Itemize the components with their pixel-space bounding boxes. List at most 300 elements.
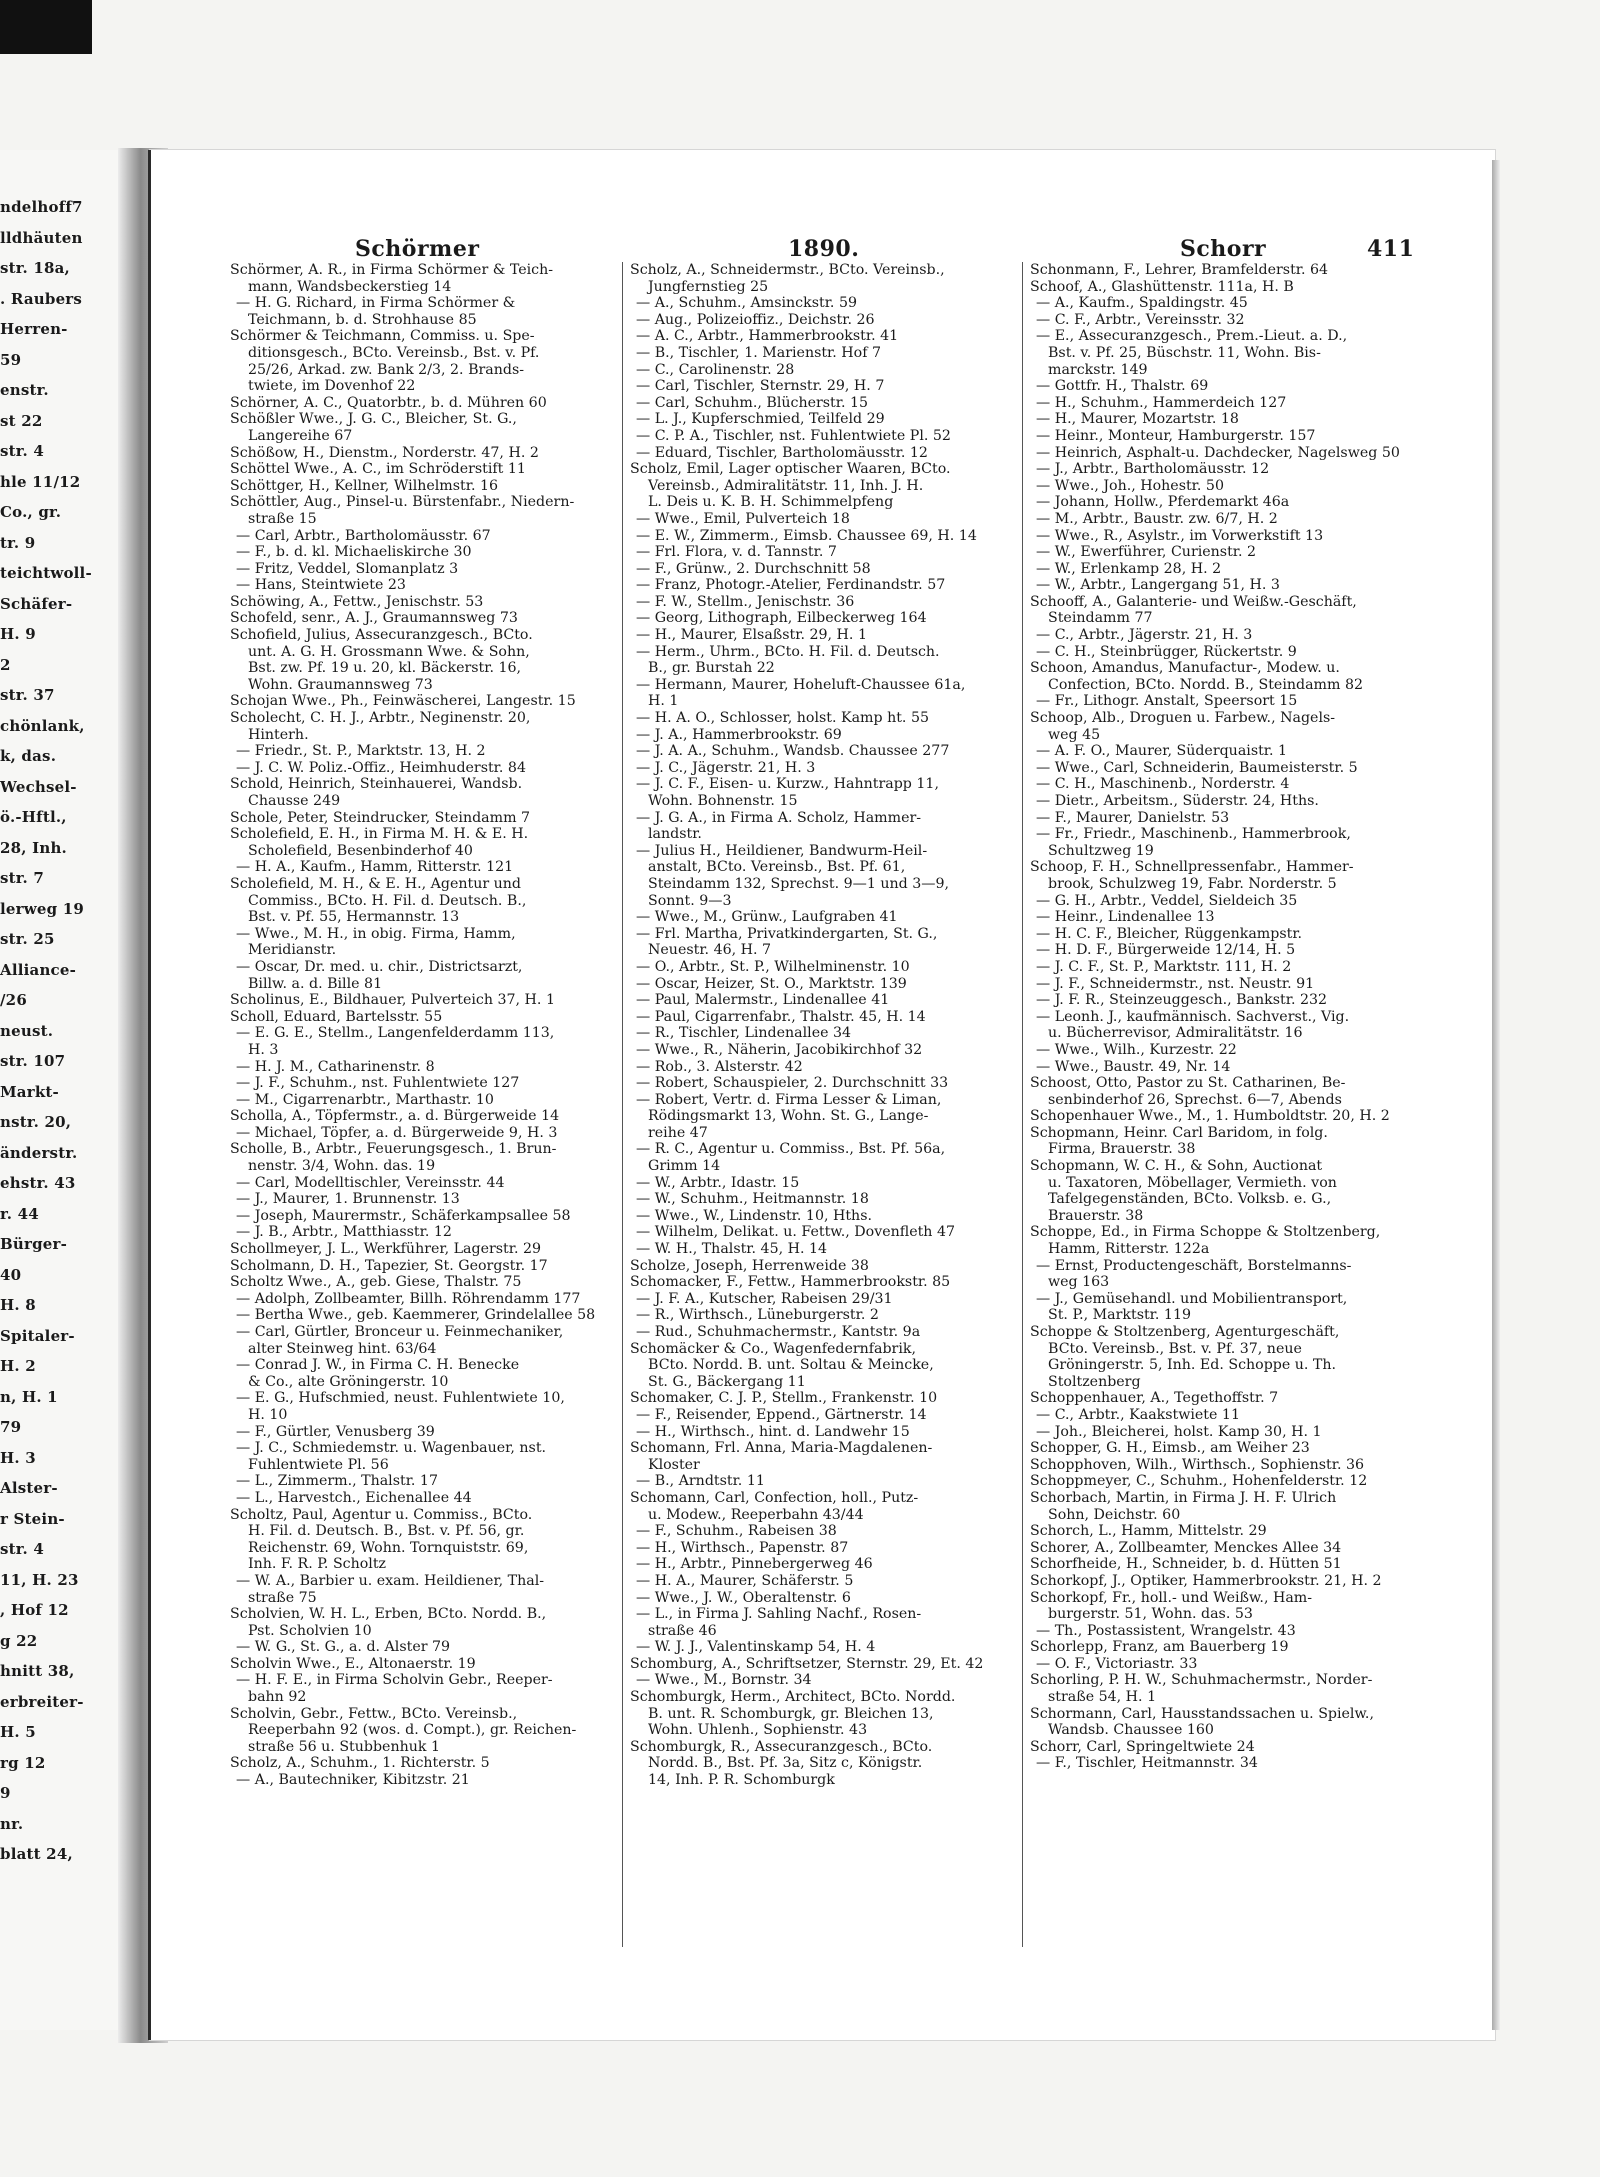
directory-entry-line: — F., Tischler, Heitmannstr. 34 [1036,1755,1258,1772]
left-page-text-fragment: Co., gr. [0,503,62,521]
page-edge [1492,160,1500,2030]
directory-entry: Schöwing, A., Fettw., Jenischstr. 53 [230,593,484,610]
directory-entry: Schorkopf, J., Optiker, Hammerbrookstr. 21, H. 2 [1030,1572,1382,1589]
directory-entry: Schorbach, Martin, in Firma J. H. F. Ulrich [1030,1489,1337,1506]
directory-entry-line: mann, Wandsbeckerstieg 14 [248,278,452,295]
directory-entry-line: — Wwe., W., Lindenstr. 10, Hths. [636,1207,872,1224]
directory-entry-line: H. 1 [648,693,679,710]
directory-entry-line: — H. C. F., Bleicher, Rüggenkampstr. [1036,925,1303,942]
directory-entry-line: Gröningerstr. 5, Inh. Ed. Schoppe u. Th. [1048,1357,1337,1374]
directory-entry: Schormann, Carl, Hausstandssachen u. Spielw., [1030,1705,1374,1722]
directory-entry-line: Neuestr. 46, H. 7 [648,942,772,959]
directory-entry-line: — Fritz, Veddel, Slomanplatz 3 [236,560,459,577]
year-heading: 1890. [788,236,860,262]
directory-entry: Schorkopf, Fr., holl.- und Weißw., Ham- [1030,1589,1313,1606]
directory-entry-line: weg 163 [1048,1274,1110,1291]
left-page-text-fragment: hnitt 38, [0,1662,75,1680]
directory-entry-line: — Joseph, Maurermstr., Schäferkampsallee 58 [236,1207,571,1224]
directory-entry-line: — A., Bautechniker, Kibitzstr. 21 [236,1772,470,1789]
directory-entry-line: — L. J., Kupferschmied, Teilfeld 29 [636,411,885,428]
directory-entry-line: — W. J. J., Valentinskamp 54, H. 4 [636,1639,876,1656]
directory-entry: Scholvin Wwe., E., Altonaerstr. 19 [230,1655,476,1672]
directory-entry: Schöttel Wwe., A. C., im Schröderstift 11 [230,461,526,478]
directory-entry: Schomburg, A., Schriftsetzer, Sternstr. 29, Et. 42 [630,1655,984,1672]
directory-entry-line: — W. A., Barbier u. exam. Heildiener, Thal- [236,1572,545,1589]
left-page-text-fragment: Alster- [0,1479,58,1497]
directory-entry-line: — G. H., Arbtr., Veddel, Sieldeich 35 [1036,892,1298,909]
left-page-text-fragment: 2 [0,655,11,674]
directory-entry-line: — Th., Postassistent, Wrangelstr. 43 [1036,1622,1296,1639]
directory-entry-line: Jungfernstieg 25 [648,278,769,295]
directory-entry-line: straße 54, H. 1 [1048,1689,1157,1706]
directory-entry-line: — J. C. W. Poliz.-Offiz., Heimhuderstr. 84 [236,759,526,776]
directory-entry-line: — H. A., Kaufm., Hamm, Ritterstr. 121 [236,859,514,876]
left-page-text-fragment: 40 [0,1265,22,1284]
left-page-text-fragment: 28, Inh. [0,838,67,857]
directory-entry-line: Hamm, Ritterstr. 122a [1048,1241,1210,1258]
directory-entry-line: — A., Kaufm., Spaldingstr. 45 [1036,295,1248,312]
directory-entry: Scholla, A., Töpfermstr., a. d. Bürgerweide 14 [230,1108,560,1125]
directory-entry-line: Grimm 14 [648,1158,721,1175]
left-page-text-fragment: H. 2 [0,1357,36,1375]
directory-entry-line: — J. F., Schneidermstr., nst. Neustr. 91 [1036,975,1315,992]
directory-entry-line: anstalt, BCto. Vereinsb., Bst. Pf. 61, [648,859,906,876]
directory-entry-line: — E. W., Zimmerm., Eimsb. Chaussee 69, H. 14 [636,527,977,544]
directory-entry-line: — J. C., Jägerstr. 21, H. 3 [636,759,816,776]
left-page-text-fragment: H. 8 [0,1296,36,1314]
directory-entry-line: — F., b. d. kl. Michaeliskirche 30 [236,544,472,561]
directory-entry-line: — A. C., Arbtr., Hammerbrookstr. 41 [636,328,899,345]
directory-entry-line: St. G., Bäckergang 11 [648,1373,806,1390]
directory-entry-line: — W., Arbtr., Langergang 51, H. 3 [1036,577,1280,594]
directory-entry-line: — C., Carolinenstr. 28 [636,361,795,378]
directory-entry-line: nenstr. 3/4, Wohn. das. 19 [248,1158,436,1175]
directory-entry-line: — O. F., Victoriastr. 33 [1036,1655,1198,1672]
directory-entry-line: — Wwe., Wilh., Kurzestr. 22 [1036,1041,1237,1058]
directory-entry-line: — A., Schuhm., Amsinckstr. 59 [636,295,858,312]
directory-entry-line: — Joh., Bleicherei, holst. Kamp 30, H. 1 [1036,1423,1322,1440]
left-page-text-fragment: str. 37 [0,686,55,704]
directory-entry-line: straße 56 u. Stubbenhuk 1 [248,1738,440,1755]
directory-entry: Schörmer & Teichmann, Commiss. u. Spe- [230,328,535,345]
directory-entry: Schomburgk, R., Assecuranzgesch., BCto. [630,1738,933,1755]
directory-entry-line: — B., Tischler, 1. Marienstr. Hof 7 [636,344,882,361]
directory-entry: Scholze, Joseph, Herrenweide 38 [630,1257,869,1274]
directory-entry-line: — E., Assecuranzgesch., Prem.-Lieut. a. D., [1036,328,1348,345]
directory-entry-line: — Rob., 3. Alsterstr. 42 [636,1058,803,1075]
left-page-text-fragment: tr. 9 [0,533,36,552]
directory-entry-line: — Wilhelm, Delikat. u. Fettw., Dovenfleth 47 [636,1224,956,1241]
directory-entry-line: — O., Arbtr., St. P., Wilhelminenstr. 10 [636,958,910,975]
directory-entry-line: & Co., alte Gröningerstr. 10 [248,1373,449,1390]
directory-entry: Schörmer, A. R., in Firma Schörmer & Teich- [230,262,554,278]
left-page-text-fragment: /26 [0,991,27,1009]
directory-entry-line: — Bertha Wwe., geb. Kaemmerer, Grindelallee 58 [236,1307,596,1324]
directory-entry-line: — Robert, Schauspieler, 2. Durchschnitt 33 [636,1075,949,1092]
left-page-text-fragment: str. 107 [0,1052,66,1070]
directory-entry-line: Bst. v. Pf. 25, Büschstr. 11, Wohn. Bis- [1048,344,1321,361]
directory-entry-line: — J. B., Arbtr., Matthiasstr. 12 [236,1224,452,1241]
directory-entry-line: — J. G. A., in Firma A. Scholz, Hammer- [636,809,922,826]
directory-entry: Scholefield, E. H., in Firma M. H. & E. H. [230,826,529,843]
directory-entry-line: — L., Harvestch., Eichenallee 44 [236,1489,472,1506]
directory-entry-line: Brauerstr. 38 [1048,1207,1144,1224]
directory-entry-line: — Wwe., M., Bornstr. 34 [636,1672,812,1689]
left-page-text-fragment: r Stein- [0,1509,65,1528]
directory-entry-line: — W., Arbtr., Idastr. 15 [636,1174,800,1191]
directory-entry-line: Bst. zw. Pf. 19 u. 20, kl. Bäckerstr. 16, [248,660,522,677]
left-page-text-fragment: nr. [0,1814,24,1833]
directory-entry-line: Sonnt. 9—3 [648,892,732,909]
directory-entry-line: 25/26, Arkad. zw. Bank 2/3, 2. Brands- [248,361,525,378]
directory-entry-line: weg 45 [1048,726,1101,743]
directory-entry: Schorr, Carl, Springeltwiete 24 [1030,1738,1255,1755]
directory-entry-line: — M., Cigarrenarbtr., Marthastr. 10 [236,1091,494,1108]
directory-entry-line: B., gr. Burstah 22 [648,660,775,677]
running-head-left: Schörmer [355,236,480,262]
directory-entry-line: Pst. Scholvien 10 [248,1622,372,1639]
directory-entry-line: H. 3 [248,1041,279,1058]
directory-entry-line: St. P., Marktstr. 119 [1048,1307,1192,1324]
directory-entry-line: — J. F., Schuhm., nst. Fuhlentwiete 127 [236,1075,520,1092]
scan-edge-mark [0,0,92,54]
directory-entry-line: — F., Reisender, Eppend., Gärtnerstr. 14 [636,1406,927,1423]
directory-entry-line: — Paul, Cigarrenfabr., Thalstr. 45, H. 14 [636,1008,926,1025]
directory-entry-line: — H. A., Maurer, Schäferstr. 5 [636,1572,854,1589]
left-page-text-fragment: g 22 [0,1631,38,1650]
directory-entry: Scholz, A., Schneidermstr., BCto. Vereinsb., [630,262,945,278]
directory-entry-line: — Wwe., R., Näherin, Jacobikirchhof 32 [636,1041,923,1058]
directory-entry: Scholle, B., Arbtr., Feuerungsgesch., 1. Brun- [230,1141,557,1158]
directory-entry-line: — Johann, Hollw., Pferdemarkt 46a [1036,494,1290,511]
directory-entry-line: u. Bücherrevisor, Admiralitätstr. 16 [1048,1025,1303,1042]
directory-entry-line: H. Fil. d. Deutsch. B., Bst. v. Pf. 56, gr. [248,1523,525,1540]
left-page-text-fragment: erbreiter- [0,1692,84,1711]
directory-entry: Schomäcker & Co., Wagenfedernfabrik, [630,1340,916,1357]
directory-entry-line: — B., Arndtstr. 11 [636,1473,765,1490]
left-page-text-fragment: st 22 [0,411,43,430]
directory-entry: Schorch, L., Hamm, Mittelstr. 29 [1030,1523,1267,1540]
left-page-text-fragment: Alliance- [0,960,77,979]
directory-entry-line: — E. G. E., Stellm., Langenfelderdamm 113, [236,1025,555,1042]
directory-entry: Schopphoven, Wilh., Wirthsch., Sophienstr. 36 [1030,1456,1365,1473]
directory-entry-line: ditionsgesch., BCto. Vereinsb., Bst. v. Pf. [248,344,540,361]
directory-entry: Schole, Peter, Steindrucker, Steindamm 7 [230,809,531,826]
directory-entry-line: — H. A. O., Schlosser, holst. Kamp ht. 55 [636,710,929,727]
directory-entry-line: — Julius H., Heildiener, Bandwurm-Heil- [636,842,928,859]
directory-entry-line: — Wwe., Carl, Schneiderin, Baumeisterstr. 5 [1036,759,1358,776]
left-page-text-fragment: 59 [0,350,22,369]
directory-entry: Scholmann, D. H., Tapezier, St. Georgstr. 17 [230,1257,548,1274]
directory-entry: Schomann, Frl. Anna, Maria-Magdalenen- [630,1440,933,1457]
directory-entry-line: — J., Arbtr., Bartholomäusstr. 12 [1036,461,1270,478]
directory-entry-line: bahn 92 [248,1689,307,1706]
directory-entry-line: — Carl, Tischler, Sternstr. 29, H. 7 [636,378,885,395]
directory-entry-line: Tafelgegenständen, BCto. Volksb. e. G., [1048,1191,1332,1208]
directory-entry-line: — H. D. F., Bürgerweide 12/14, H. 5 [1036,942,1296,959]
directory-entry-line: — Carl, Gürtler, Bronceur u. Feinmechaniker, [236,1324,564,1340]
left-page-text-fragment: 9 [0,1784,11,1802]
left-page-text-fragment: H. 5 [0,1723,36,1741]
directory-entry-line: landstr. [648,826,702,843]
directory-entry-line: Inh. F. R. P. Scholtz [248,1556,386,1573]
left-page-text-fragment: k, das. [0,747,57,765]
directory-entry-line: brook, Schulzweg 19, Fabr. Norderstr. 5 [1048,875,1337,892]
page-number: 411 [1367,236,1415,262]
left-page-text-fragment: H. 9 [0,625,36,643]
directory-entry-line: marckstr. 149 [1048,361,1148,378]
left-page-text-fragment: lldhäuten [0,228,83,247]
directory-entry-line: — L., Zimmerm., Thalstr. 17 [236,1473,438,1490]
directory-entry-line: Kloster [648,1456,700,1473]
directory-entry: Scholtz, Paul, Agentur u. Commiss., BCto. [230,1506,533,1523]
directory-entry-line: — L., in Firma J. Sahling Nachf., Rosen- [636,1606,922,1623]
directory-entry-line: BCto. Vereinsb., Bst. v. Pf. 37, neue [1048,1340,1302,1357]
directory-entry-line: BCto. Nordd. B. unt. Soltau & Meincke, [648,1357,934,1374]
directory-entry-line: — W., Ewerführer, Curienstr. 2 [1036,544,1257,561]
directory-entry: Schonmann, F., Lehrer, Bramfelderstr. 64 [1030,262,1329,278]
directory-entry-line: — R., Tischler, Lindenallee 34 [636,1025,852,1042]
directory-entry-line: twiete, im Dovenhof 22 [248,378,416,395]
directory-entry: Schomaker, C. J. P., Stellm., Frankenstr. 10 [630,1390,938,1407]
directory-entry-line: L. Deis u. K. B. H. Schimmelpfeng [648,494,894,511]
directory-column-3 [1030,262,1425,1952]
directory-entry-line: — Dietr., Arbeitsm., Süderstr. 24, Hths. [1036,793,1319,809]
directory-entry: Schörner, A. C., Quatorbtr., b. d. Mühren 60 [230,394,547,411]
directory-entry-line: — Oscar, Heizer, St. O., Marktstr. 139 [636,975,907,992]
left-page-text-fragment: 11, H. 23 [0,1570,79,1589]
directory-entry-line: Stoltzenberg [1048,1373,1141,1390]
directory-entry-line: Meridianstr. [248,942,337,959]
directory-entry: Schomacker, F., Fettw., Hammerbrookstr. 85 [630,1274,951,1291]
left-page-text-fragment: blatt 24, [0,1845,73,1863]
left-page-text-fragment: ndelhoff7 [0,198,83,216]
directory-entry-line: — Herm., Uhrm., BCto. H. Fil. d. Deutsch. [636,643,940,660]
directory-entry-line: — H. G. Richard, in Firma Schörmer & [236,295,516,312]
directory-entry: Schoon, Amandus, Manufactur-, Modew. u. [1030,660,1340,677]
directory-entry-line: straße 75 [248,1589,317,1606]
directory-entry-line: — H. F. E., in Firma Scholvin Gebr., Reeper- [236,1672,553,1689]
directory-entry-line: — H., Maurer, Mozartstr. 18 [1036,411,1239,428]
directory-entry-line: — W. H., Thalstr. 45, H. 14 [636,1241,828,1258]
left-page-text-fragment: , Hof 12 [0,1601,69,1619]
left-page-text-fragment: Spitaler- [0,1326,75,1345]
directory-entry-line: — Fr., Friedr., Maschinenb., Hammerbrook, [1036,826,1351,843]
directory-entry-line: — C., Arbtr., Jägerstr. 21, H. 3 [1036,627,1253,644]
directory-entry-line: — Aug., Polizeioffiz., Deichstr. 26 [636,311,875,328]
left-page-text-fragment: str. 4 [0,442,44,460]
directory-entry-line: — F. W., Stellm., Jenischstr. 36 [636,593,855,610]
directory-entry-line: — H., Wirthsch., hint. d. Landwehr 15 [636,1423,910,1440]
directory-entry-line: — Heinrich, Asphalt-u. Dachdecker, Nagelsweg 50 [1036,444,1400,461]
directory-entry: Schofeld, senr., A. J., Graumannsweg 73 [230,610,518,627]
directory-entry: Schößler Wwe., J. G. C., Bleicher, St. G., [230,411,517,428]
directory-entry: Schoost, Otto, Pastor zu St. Catharinen, Be- [1030,1075,1346,1092]
left-page-text-fragment: teichtwoll- [0,564,92,582]
directory-entry: Schorfheide, H., Schneider, b. d. Hütten 51 [1030,1556,1342,1573]
directory-entry-line: Reeperbahn 92 (wos. d. Compt.), gr. Reichen- [248,1722,577,1739]
directory-entry-line: straße 46 [648,1622,717,1639]
directory-entry-line: u. Taxatoren, Möbellager, Vermieth. von [1048,1174,1337,1191]
directory-entry-line: Sohn, Deichstr. 60 [1048,1506,1181,1523]
directory-entry: Schoppmeyer, C., Schuhm., Hohenfelderstr. 12 [1030,1473,1368,1490]
left-page-text-fragment: str. 7 [0,869,44,887]
binding-rule [148,150,151,2040]
directory-entry: Scholz, Emil, Lager optischer Waaren, BCto. [630,461,951,478]
left-page-text-fragment: . Raubers [0,289,83,308]
directory-entry-line: — W., Erlenkamp 28, H. 2 [1036,560,1222,577]
left-page-text-fragment: Schäfer- [0,594,73,613]
directory-entry-line: reihe 47 [648,1124,708,1141]
directory-entry-line: — Heinr., Lindenallee 13 [1036,909,1215,926]
directory-entry-line: — Gottfr. H., Thalstr. 69 [1036,378,1209,395]
directory-entry-line: — J. F. R., Steinzeuggesch., Bankstr. 232 [1036,992,1328,1009]
directory-entry-line: — W. G., St. G., a. d. Alster 79 [236,1639,451,1656]
directory-entry-line: — Wwe., R., Asylstr., im Vorwerkstift 13 [1036,527,1324,544]
directory-entry: Schomburgk, Herm., Architect, BCto. Nordd. [630,1689,956,1706]
directory-entry-line: u. Modew., Reeperbahn 43/44 [648,1506,864,1523]
directory-entry-line: — Conrad J. W., in Firma C. H. Benecke [236,1357,520,1374]
left-page-text-fragment: Wechsel- [0,777,77,796]
directory-entry: Schoop, F. H., Schnellpressenfabr., Hammer- [1030,859,1354,876]
directory-entry-line: — R. C., Agentur u. Commiss., Bst. Pf. 56a, [636,1141,946,1158]
directory-entry-line: — J. C. F., Eisen- u. Kurzw., Hahntrapp 11, [636,776,939,793]
directory-entry-line: — C. F., Arbtr., Vereinsstr. 32 [1036,311,1245,328]
directory-entry-line: H. 10 [248,1406,288,1423]
directory-entry-line: — Franz, Photogr.-Atelier, Ferdinandstr. 57 [636,577,946,594]
left-page-text-fragment: nstr. 20, [0,1113,72,1131]
directory-entry: Schold, Heinrich, Steinhauerei, Wandsb. [230,776,523,793]
directory-entry-line: — Frl. Flora, v. d. Tannstr. 7 [636,544,837,561]
directory-entry-line: — H. J. M., Catharinenstr. 8 [236,1058,435,1075]
directory-entry-line: Schultzweg 19 [1048,842,1154,859]
directory-entry-line: — Paul, Malermstr., Lindenallee 41 [636,992,890,1009]
directory-entry-line: Scholefield, Besenbinderhof 40 [248,842,473,859]
directory-entry-line: unt. A. G. H. Grossmann Wwe. & Sohn, [248,643,530,660]
directory-entry-line: Wohn. Graumannsweg 73 [248,676,433,693]
left-page-text-fragment: chönlank, [0,716,85,735]
directory-entry-line: — C. P. A., Tischler, nst. Fuhlentwiete Pl. 52 [636,427,951,444]
directory-entry-line: Teichmann, b. d. Strohhause 85 [248,311,477,328]
directory-entry-line: Fuhlentwiete Pl. 56 [248,1456,389,1473]
directory-entry-line: — Wwe., Emil, Pulverteich 18 [636,510,850,527]
directory-entry: Scholefield, M. H., & E. H., Agentur und [230,875,521,892]
directory-entry-line: — J., Maurer, 1. Brunnenstr. 13 [236,1191,460,1208]
directory-entry-line: — Heinr., Monteur, Hamburgerstr. 157 [1036,427,1316,444]
directory-entry-line: — Rud., Schuhmachermstr., Kantstr. 9a [636,1324,921,1340]
directory-entry-line: — J. C., Schmiedemstr. u. Wagenbauer, nst. [236,1440,547,1457]
left-page-text-fragment: str. 4 [0,1540,44,1558]
directory-entry-line: — Georg, Lithograph, Eilbeckerweg 164 [636,610,927,627]
directory-entry: Schoppe, Ed., in Firma Schoppe & Stoltzenberg, [1030,1224,1381,1241]
directory-entry-line: — Eduard, Tischler, Bartholomäusstr. 12 [636,444,928,461]
left-page-text-fragment: hle 11/12 [0,472,81,491]
left-page-text-fragment: 79 [0,1418,22,1436]
directory-entry-line: — R., Wirthsch., Lüneburgerstr. 2 [636,1307,879,1324]
directory-entry-line: — J. F. A., Kutscher, Rabeisen 29/31 [636,1290,893,1307]
directory-entry-line: Langereihe 67 [248,427,353,444]
directory-entry-line: B. unt. R. Schomburgk, gr. Bleichen 13, [648,1705,934,1722]
directory-entry-line: — Carl, Modelltischler, Vereinsstr. 44 [236,1174,505,1191]
directory-entry: Schojan Wwe., Ph., Feinwäscherei, Langestr. 15 [230,693,576,710]
directory-entry-line: straße 15 [248,510,317,527]
directory-entry-line: — M., Arbtr., Baustr. zw. 6/7, H. 2 [1036,510,1278,527]
left-page-text-fragment: r. 44 [0,1204,39,1223]
directory-entry: Schoppenhauer, A., Tegethoffstr. 7 [1030,1390,1279,1407]
directory-entry-line: Steindamm 77 [1048,610,1153,627]
directory-entry: Schoop, Alb., Droguen u. Farbew., Nagels- [1030,710,1336,727]
directory-entry: Schorlepp, Franz, am Bauerberg 19 [1030,1639,1289,1656]
directory-entry-line: Firma, Brauerstr. 38 [1048,1141,1196,1158]
directory-entry-line: Steindamm 132, Sprechst. 9—1 und 3—9, [648,875,949,892]
directory-entry-line: — F., Grünw., 2. Durchschnitt 58 [636,560,871,577]
directory-entry-line: — H., Wirthsch., Papenstr. 87 [636,1539,849,1556]
directory-entry: Schorling, P. H. W., Schuhmachermstr., Norder- [1030,1672,1373,1689]
left-page-text-fragment: str. 25 [0,930,55,948]
left-page-text-fragment: H. 3 [0,1448,36,1467]
directory-entry-line: burgerstr. 51, Wohn. das. 53 [1048,1606,1253,1623]
left-page-text-fragment: Markt- [0,1082,59,1101]
directory-entry-line: — Oscar, Dr. med. u. chir., Districtsarzt, [236,958,523,975]
left-page-text-fragment: ehstr. 43 [0,1174,76,1192]
directory-entry-line: — Wwe., Baustr. 49, Nr. 14 [1036,1058,1231,1075]
directory-entry-line: Chausse 249 [248,793,341,809]
directory-entry-line: — F., Maurer, Danielstr. 53 [1036,809,1230,826]
running-head-right: Schorr [1180,236,1267,262]
directory-entry-line: Rödingsmarkt 13, Wohn. St. G., Lange- [648,1108,929,1125]
directory-entry: Schoppe & Stoltzenberg, Agenturgeschäft, [1030,1324,1340,1340]
directory-entry-line: — Friedr., St. P., Marktstr. 13, H. 2 [236,743,486,760]
directory-entry-line: Wandsb. Chaussee 160 [1048,1722,1214,1739]
left-page-text-fragment: ö.-Hftl., [0,808,67,826]
directory-entry-line: Nordd. B., Bst. Pf. 3a, Sitz c, Königstr. [648,1755,923,1772]
directory-entry-line: Vereinsb., Admiralitätstr. 11, Inh. J. H. [648,477,924,494]
directory-entry-line: — Wwe., M. H., in obig. Firma, Hamm, [236,925,516,942]
left-page-text-fragment: rg 12 [0,1753,46,1772]
directory-entry-line: — J. A., Hammerbrookstr. 69 [636,726,842,743]
directory-entry: Scholecht, C. H. J., Arbtr., Neginenstr. 20, [230,710,531,727]
directory-entry-line: — J. C. F., St. P., Marktstr. 111, H. 2 [1036,958,1292,975]
directory-entry-line: — Adolph, Zollbeamter, Billh. Röhrendamm 177 [236,1290,581,1307]
directory-entry-line: — H., Schuhm., Hammerdeich 127 [1036,394,1287,411]
left-page-text-fragment: n, H. 1 [0,1387,58,1406]
directory-entry-line: — Hans, Steintwiete 23 [236,577,406,594]
directory-entry-line: — E. G., Hufschmied, neust. Fuhlentwiete 10, [236,1390,565,1407]
directory-column-2 [630,262,1025,1952]
directory-column-1 [230,262,625,1952]
directory-entry-line: — Wwe., M., Grünw., Laufgraben 41 [636,909,898,926]
directory-entry-line: Commiss., BCto. H. Fil. d. Deutsch. B., [248,892,527,909]
directory-entry-line: Reichenstr. 69, Wohn. Tornquiststr. 69, [248,1539,529,1556]
directory-entry-line: Wohn. Uhlenh., Sophienstr. 43 [648,1722,868,1739]
directory-entry-line: — C. H., Maschinenb., Norderstr. 4 [1036,776,1290,793]
directory-entry-line: — Michael, Töpfer, a. d. Bürgerweide 9, H. 3 [236,1124,558,1141]
directory-entry: Scholinus, E., Bildhauer, Pulverteich 37, H. 1 [230,992,555,1009]
directory-entry-line: — F., Schuhm., Rabeisen 38 [636,1523,837,1540]
directory-entry: Scholl, Eduard, Bartelsstr. 55 [230,1008,443,1025]
left-page-text-fragment: änderstr. [0,1143,78,1162]
directory-entry-line: — Frl. Martha, Privatkindergarten, St. G., [636,925,938,942]
directory-entry: Schollmeyer, J. L., Werkführer, Lagerstr. 29 [230,1241,542,1258]
directory-entry-line: — Hermann, Maurer, Hoheluft-Chaussee 61a, [636,676,966,693]
directory-entry-line: — F., Gürtler, Venusberg 39 [236,1423,435,1440]
directory-entry: Schomann, Carl, Confection, holl., Putz- [630,1489,919,1506]
directory-entry: Schopenhauer Wwe., M., 1. Humboldtstr. 20, H. 2 [1030,1108,1390,1125]
directory-entry: Schorer, A., Zollbeamter, Menckes Allee 34 [1030,1539,1342,1556]
directory-entry: Schöttler, Aug., Pinsel-u. Bürstenfabr., Niedern- [230,494,575,511]
directory-entry-line: — Leonh. J., kaufmännisch. Sachverst., Vig. [1036,1008,1350,1025]
left-page-text-fragment: str. 18a, [0,259,70,277]
